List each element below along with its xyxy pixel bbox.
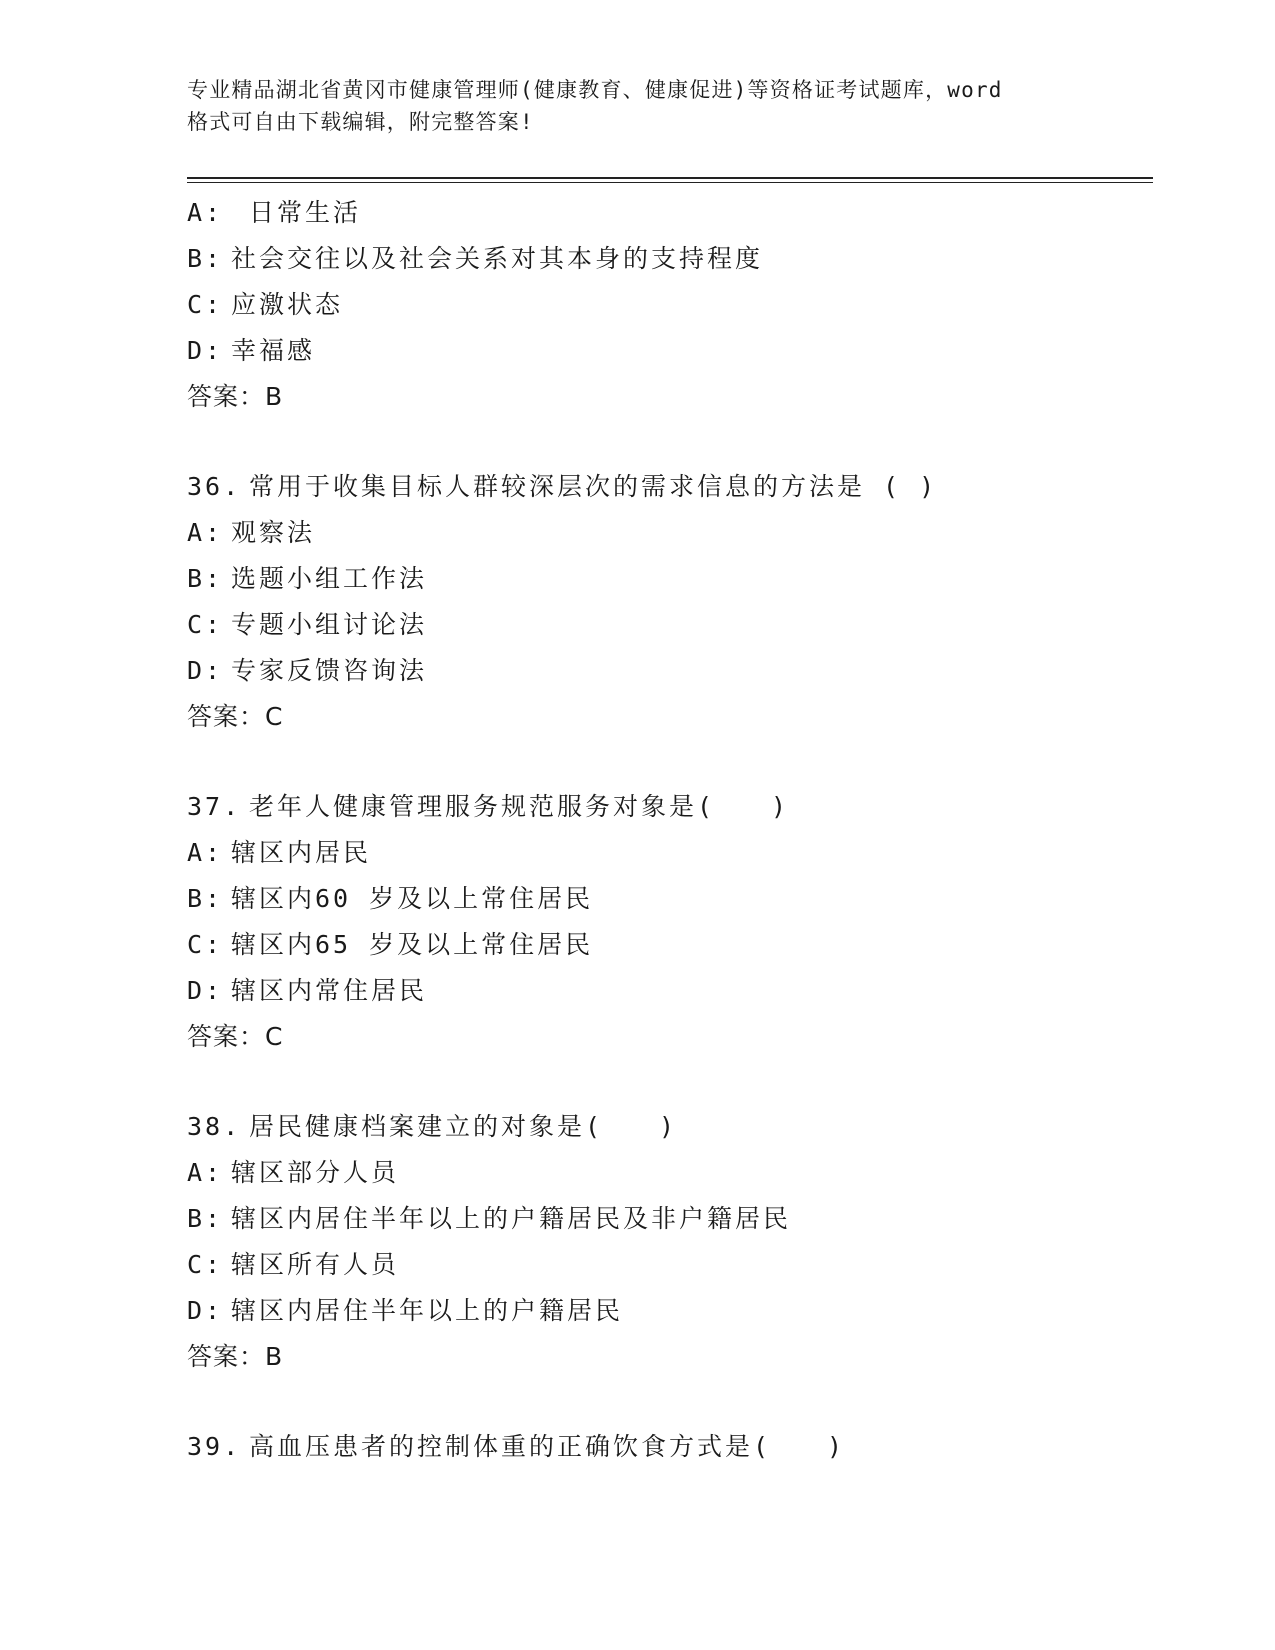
option-key: B:	[187, 564, 224, 593]
option-b	[187, 1196, 1137, 1242]
option-key: A:	[187, 518, 224, 547]
option-c	[187, 922, 1137, 968]
option-key: B:	[187, 884, 224, 913]
option-key: B:	[187, 244, 224, 273]
question-number: 39.	[187, 1432, 242, 1461]
option-key: A:	[187, 838, 224, 867]
option-key: C:	[187, 1250, 224, 1279]
option-b	[187, 556, 1137, 602]
option-key: A:	[187, 1158, 224, 1187]
question-stem	[187, 464, 1137, 510]
option-text: 专家反馈咨询法	[231, 656, 428, 685]
spacer	[187, 1060, 1137, 1104]
question-39	[187, 1424, 1137, 1470]
option-b	[187, 236, 1137, 282]
question-36	[187, 464, 1137, 740]
option-text: 辖区内常住居民	[231, 976, 428, 1005]
question-number: 38.	[187, 1112, 242, 1141]
question-text: 老年人健康管理服务规范服务对象是( )	[249, 792, 790, 821]
option-d	[187, 1288, 1137, 1334]
option-c	[187, 282, 1137, 328]
option-text: 专题小组讨论法	[231, 610, 428, 639]
question-stem	[187, 1424, 1137, 1470]
answer-line: 答案：C	[187, 1022, 284, 1051]
question-number: 36.	[187, 472, 242, 501]
answer-line: 答案：B	[187, 1342, 284, 1371]
option-text: 应激状态	[231, 290, 344, 319]
header-line-1: 专业精品湖北省黄冈市健康管理师(健康教育、健康促进)等资格证考试题库，word	[187, 78, 1003, 102]
question-list	[187, 190, 1137, 1470]
answer-line: 答案：B	[187, 382, 284, 411]
option-text: 社会交往以及社会关系对其本身的支持程度	[231, 244, 764, 273]
option-text: 辖区内60 岁及以上常住居民	[231, 884, 594, 913]
question-text: 常用于收集目标人群较深层次的需求信息的方法是 ( )	[249, 472, 938, 501]
spacer	[187, 420, 1137, 464]
option-text: 选题小组工作法	[231, 564, 428, 593]
option-b	[187, 876, 1137, 922]
option-c	[187, 1242, 1137, 1288]
option-key: D:	[187, 656, 224, 685]
option-key: B:	[187, 1204, 224, 1233]
question-number: 37.	[187, 792, 242, 821]
header-line-2: 格式可自由下载编辑，附完整答案!	[187, 110, 534, 134]
option-d	[187, 968, 1137, 1014]
option-text: 辖区内居住半年以上的户籍居民及非户籍居民	[231, 1204, 792, 1233]
option-text: 日常生活	[249, 198, 362, 227]
spacer	[187, 740, 1137, 784]
option-text: 辖区内65 岁及以上常住居民	[231, 930, 594, 959]
option-text: 辖区所有人员	[231, 1250, 400, 1279]
option-text: 辖区部分人员	[231, 1158, 400, 1187]
question-38	[187, 1104, 1137, 1380]
option-key: C:	[187, 610, 224, 639]
option-key: D:	[187, 1296, 224, 1325]
question-stem	[187, 1104, 1137, 1150]
option-c	[187, 602, 1137, 648]
question-35	[187, 190, 1137, 420]
option-d	[187, 648, 1137, 694]
question-text: 居民健康档案建立的对象是( )	[249, 1112, 678, 1141]
option-key: D:	[187, 336, 224, 365]
question-text: 高血压患者的控制体重的正确饮食方式是( )	[249, 1432, 846, 1461]
answer-line: 答案：C	[187, 702, 284, 731]
question-37	[187, 784, 1137, 1060]
option-a	[187, 510, 1137, 556]
option-text: 幸福感	[231, 336, 316, 365]
option-a	[187, 190, 1137, 236]
option-a	[187, 1150, 1137, 1196]
option-key: D:	[187, 976, 224, 1005]
option-key: A:	[187, 198, 224, 227]
option-text: 观察法	[231, 518, 316, 547]
option-text: 辖区内居住半年以上的户籍居民	[231, 1296, 624, 1325]
document-header	[187, 74, 1087, 138]
option-key: C:	[187, 290, 224, 319]
option-text: 辖区内居民	[231, 838, 372, 867]
header-rule-thick	[187, 177, 1153, 179]
spacer	[187, 1380, 1137, 1424]
option-a	[187, 830, 1137, 876]
question-stem	[187, 784, 1137, 830]
option-d	[187, 328, 1137, 374]
option-key: C:	[187, 930, 224, 959]
header-rule-thin	[187, 182, 1153, 183]
